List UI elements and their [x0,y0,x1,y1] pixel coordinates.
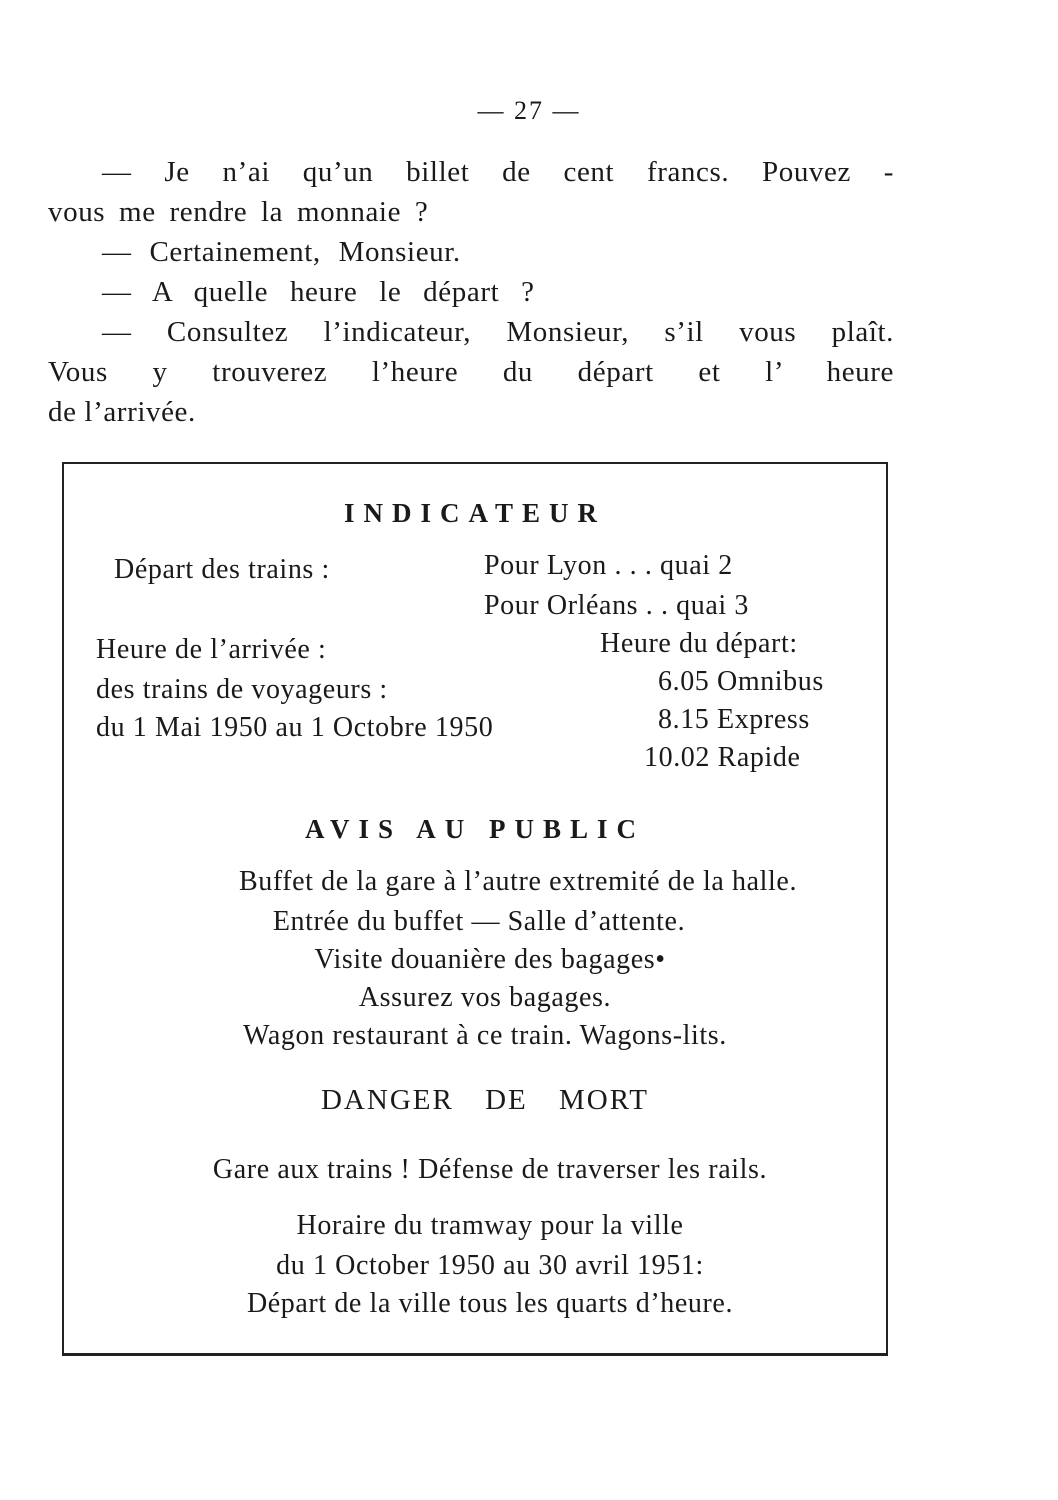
departure-time: 8.15 Express [658,704,810,735]
dialogue-line: — Consultez l’indicateur, Monsieur, s’il vous plaît. [102,316,894,348]
arrival-line: des trains de voyageurs : [96,674,388,705]
tramway-line: Horaire du tramway pour la ville [296,1210,684,1241]
avis-line: Wagon restaurant à ce train. Wagons-lits. [243,1020,727,1051]
avis-line: Visite douanière des bagages• [314,944,666,975]
avis-line: Assurez vos bagages. [358,982,612,1013]
dialogue-line: — Je n’ai qu’un billet de cent francs. Pouvez - [102,156,894,188]
page-number: — 27 — [477,96,581,125]
tramway-line: du 1 October 1950 au 30 avril 1951: [276,1250,704,1281]
avis-line: Buffet de la gare à l’autre extremité de la halle. [238,866,798,897]
departure-time-label: Heure du départ: [600,628,798,659]
departure-platform-lyon: Pour Lyon . . . quai 2 [484,550,733,581]
indicateur-notice-box [62,462,888,1356]
danger-warning: Gare aux trains ! Défense de traverser les rails. [212,1154,768,1185]
avis-line: Entrée du buffet — Salle d’attente. [272,906,686,937]
avis-heading: AVIS AU PUBLIC [304,814,646,844]
arrival-line: du 1 Mai 1950 au 1 Octobre 1950 [96,712,494,743]
tramway-line: Départ de la ville tous les quarts d’heure. [246,1288,734,1319]
dialogue-line: — Certainement, Monsieur. [102,236,461,268]
departures-label: Départ des trains : [114,554,330,585]
arrival-label: Heure de l’arrivée : [96,634,327,665]
departure-platform-orleans: Pour Orléans . . quai 3 [484,590,749,621]
indicateur-heading: INDICATEUR [343,498,607,528]
dialogue-line: — A quelle heure le départ ? [102,276,535,308]
departure-time: 10.02 Rapide [644,742,801,773]
departure-time: 6.05 Omnibus [658,666,824,697]
dialogue-line: vous me rendre la monnaie ? [48,196,429,228]
dialogue-line: de l’arrivée. [48,396,196,428]
danger-heading: DANGER DE MORT [320,1084,650,1116]
dialogue-line: Vous y trouverez l’heure du départ et l’ heure [48,356,894,388]
dialogue-text [48,152,894,432]
